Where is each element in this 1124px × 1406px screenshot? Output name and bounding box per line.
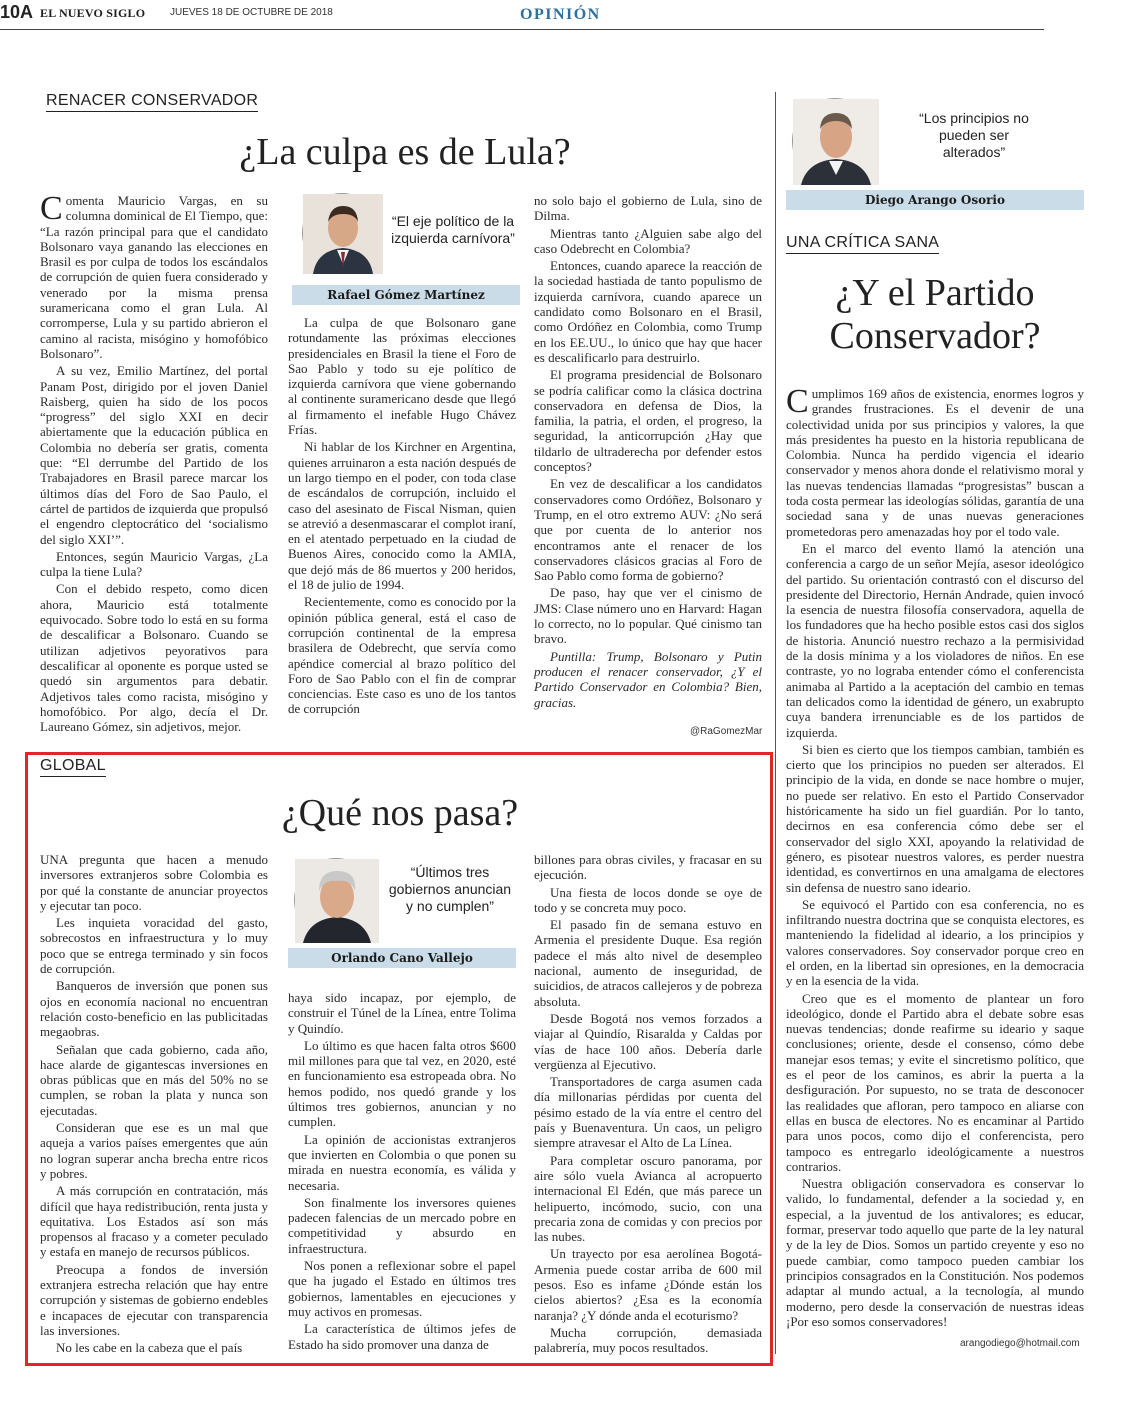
global-paragraph: Nos ponen a reflexionar sobre el papel que ha jugado el Estado en últimos tres gobiernos, lamentables en ejecuciones y muy activos en promesas. bbox=[288, 1258, 516, 1319]
global-paragraph: Transportadores de carga asumen cada día millonarias pérdidas por cuenta del pésimo estado de la vía entre el centro del país y Buenaventura. Un caos, un peligro siempre atravesar el Alto de La Línea. bbox=[534, 1074, 762, 1151]
pull-quote-orlando: “Últimos tres gobiernos anuncian y no cumplen” bbox=[388, 864, 512, 914]
author-box-diego bbox=[786, 94, 1084, 214]
lula-column-1 bbox=[40, 190, 268, 741]
global-paragraph: Son finalmente los inversores quienes padecen falencias de un mercado pobre en competitividad y absurdo en infraestructura. bbox=[288, 1194, 516, 1256]
partido-paragraph: Nuestra obligación conservadora es conservar lo valido, lo fundamental, defender a la sociedad y, en especial, a la juventud de los antivalores; es educar, formar, preservar todo aquello que parte de la ley natural y de la ley de Dios. Somos un partido creyente y eso no puede cambiar, como tampoco pueden cambiar los principios consagrados en la Constitución. Nos podemos adaptar al mundo actual, a la tecnología, al mundo moderno, pero desde la conservación de nuestras ideas ¡Por eso somos conservadores! bbox=[786, 1176, 1084, 1329]
lula-paragraph: De paso, hay que ver el cinismo de JMS: Clase número uno en Harvard: Hagan lo correcto, no lo popular. Qué cinismo tan bravo. bbox=[534, 585, 762, 647]
lula-paragraph: Puntilla: Trump, Bolsonaro y Putin producen el renacer conservador, ¿Y el Partido Conservador en Colombia? Bien, gracias. bbox=[534, 648, 762, 710]
global-paragraph: Consideran que ese es un mal que aqueja a varios países emergentes que aún no logran superar ancha brecha entre ricos y pobres. bbox=[40, 1120, 268, 1181]
partido-paragraph: En el marco del evento llamó la atención una conferencia a cargo de un señor Mejía, asesor ideológico del partido. Su orientación contrastó con el discurso del presidente del Directorio, Hernán Andrade, quien invocó la esencia de nuestra filosofía conservadora, aquella de los fundadores que ha hecho posible estos casi dos siglos de historia. Anunció nuestro rechazo a la permisividad de la dosis mínima y a los violadores de niños. En ese contraste, yo no lograba entender cómo el conferencista animaba al Partido a la aceptación del cambio en temas tan delicados como la identidad de género, un exabrupto cuya bandera irrenunciable es de los partidos de izquierda. bbox=[786, 540, 1084, 740]
global-paragraph: Señalan que cada gobierno, cada año, hace alarde de gigantescas inversiones en obras públicas que en más del 50% no se cumplen, se roban la plata y nunca son ejecutadas. bbox=[40, 1041, 268, 1118]
pull-quote-diego: “Los principios no pueden ser alterados” bbox=[919, 110, 1029, 160]
lula-paragraph: Recientemente, como es conocido por la opinión pública general, está el caso de corrupción continental de la empresa brasilera de Odebrecht, que servía como apéndice comercial al brazo político del Foro de Sao Pablo con el fin de comprar conciencias. Este caso es uno de los tantos de corrupción bbox=[288, 594, 516, 717]
global-paragraph: Una fiesta de locos donde se oye de todo y se concreta muy poco. bbox=[534, 884, 762, 915]
global-paragraph: Banqueros de inversión que ponen sus ojos en economía nacional no encuentran relación costo-beneficio en las publicitadas megaobras. bbox=[40, 978, 268, 1040]
global-paragraph: Desde Bogotá nos vemos forzados a viajar al Quindío, Risaralda y Caldas por vías de hace 100 años. Debería darle vergüenza al Ejecutivo. bbox=[534, 1010, 762, 1072]
lula-paragraph: Ni hablar de los Kirchner en Argentina, quienes arruinaron a esta nación después de un largo tiempo en el poder, con toda clase de escándalos de corrupción, incluido el caso del asesinato de Fiscal Nisman, quien se atrevió a desenmascarar el complot iraní, en el atentado perpetuado en la ciudad de Buenos Aires, conocido como la AMIA, que dejó más de 86 muertos y 200 heridos, el 18 de julio de 1994. bbox=[288, 439, 516, 593]
global-paragraph: Les inquieta voracidad del gasto, sobrecostos en infraestructura y lo muy poco que se entrega terminado y sin focos de corrupción. bbox=[40, 915, 268, 977]
lula-paragraph: omenta Mauricio Vargas, en su columna dominical de El Tiempo, que: “La razón principal para que el candidato Bolsonaro vaya ganando las elecciones en Brasil es por culpa de todos los escándalos de corrupción de quien fuera considerado y venerado por la misma prensa suramericana como el gran Lula. Al corromperse, Lula y su partido abrieron el camino al racista, misógino y homofóbico Bolsonaro”. bbox=[40, 193, 268, 361]
lula-paragraph: A su vez, Emilio Martínez, del portal Panam Post, dirigido por el joven Daniel Raisberg, quien ha sido de los pocos “progress” del siglo XXI en decir abiertamente que la educación pública en Colombia no debería ser gratis, comenta que: “El derrumbe del Partido de los Trabajadores en Brasil parece marcar los últimos días del Foro de Sao Paulo, el cártel de partidos de izquierda que propulsó el engendro cleptocrático del ‘socialismo del siglo XXI’”. bbox=[40, 363, 268, 547]
global-paragraph: Lo último es que hacen falta otros $600 mil millones para que tal vez, en 2020, esté en funcionamiento esa estropeada obra. No hemos podido, nos quedó grande y los últimos tres gobiernos, anuncian y no cumplen. bbox=[288, 1037, 516, 1130]
drop-cap: C bbox=[40, 190, 63, 227]
headline-global: ¿Qué nos pasa? bbox=[281, 792, 519, 834]
global-column-1 bbox=[40, 852, 268, 1360]
lula-column-2 bbox=[288, 315, 516, 741]
page-number: 10A bbox=[0, 2, 34, 22]
global-paragraph: Preocupa a fondos de inversión extranjera estrecha relación que hay entre corrupción y sistemas de gobierno endebles e incapaces de ejecutar con transparencia las inversiones. bbox=[40, 1261, 268, 1338]
pull-quote-rafael: “El eje político de la izquierda carnívora” bbox=[391, 213, 515, 246]
kicker-una-critica-sana: UNA CRÍTICA SANA bbox=[786, 234, 939, 254]
headline-partido: ¿Y el Partido Conservador? bbox=[829, 272, 1041, 357]
kicker-renacer-conservador: RENACER CONSERVADOR bbox=[46, 92, 258, 112]
global-paragraph: A más corrupción en contratación, más difícil que haya redistribución, renta justa y equitativa. Los Estados así son más propensos al fracaso y a cometer peculado y estafa en manejo de recursos públicos. bbox=[40, 1183, 268, 1260]
author-photo-orlando bbox=[294, 858, 378, 942]
partido-paragraph: Creo que es el momento de plantear un foro ideológico, donde el Partido abra el debate sobre esas nuevas tendencias; donde reafirme su ideario y saque conclusiones; oriente, desde el consenso, cómo debe manejar esos temas; y evite el sincretismo político, que es el peor de los caminos, es abrir la puerta a la desfiguración. Por supuesto, no se trata de desconocer las realidades que afloran, pero tampoco en aliarse con ellas en busca de electores. No es encaminar al Partido para unos pocos, como dijo el conferencista, pero tampoco es entregarlo ideológicamente a nuestros contrarios. bbox=[786, 990, 1084, 1174]
lula-column-3 bbox=[534, 193, 762, 723]
author-name-diego: Diego Arango Osorio bbox=[786, 190, 1084, 210]
partido-paragraph: Si bien es cierto que los tiempos cambian, también es cierto que los principios no pueden ser alterados. El principio de la vida, en donde se nace hombre o mujer, no puede ser relativo. En esto el Partido Conservador históricamente ha sido un fiel guardián. Por lo tanto, decirnos en esa conferencia cómo debe ser el conservador del siglo XXI, apoyando la relatividad de género, es pisotear nuestros valores, es perder nuestra identidad, es convertirnos en una amalgama de electores sin defensa de nuestro sano ideario. bbox=[786, 741, 1084, 895]
global-paragraph: UNA pregunta que hacen a menudo inversores extranjeros sobre Colombia es por qué la constante de anunciar proyectos y ejecutar tan poco. bbox=[40, 852, 268, 913]
drop-cap: C bbox=[786, 383, 809, 420]
global-paragraph: El pasado fin de semana estuvo en Armenia el presidente Duque. Esa región padece el más alto nivel de desempleo nacional, aumento de inseguridad, de suicidios, de atracos callejeros y de pobreza absoluta. bbox=[534, 917, 762, 1009]
issue-date: JUEVES 18 DE OCTUBRE DE 2018 bbox=[170, 7, 333, 18]
newspaper-name: EL NUEVO SIGLO bbox=[40, 6, 146, 20]
author-name-orlando: Orlando Cano Vallejo bbox=[288, 948, 516, 968]
lula-paragraph: Entonces, cuando aparece la reacción de la sociedad hastiada de tanto populismo de izquierda carnívora, cuando aparece un candidato como Bolsonaro en el Brasil, como Ordóñez en Colombia, como Trump en los EE.UU., lo único que hay que hacer es descalificarlo para destruirlo. bbox=[534, 258, 762, 365]
partido-paragraph: Se equivocó el Partido con esa conferencia, no es infiltrando nuestra doctrina que se conquista electores, es manteniendo la fidelidad al ideario, a los principios y valores conservadores. Soy conservador porque creo en el orden, en la libertad sin opresiones, en la democracia y en la esencia de la vida. bbox=[786, 896, 1084, 989]
signature-rafael: @RaGomezMar bbox=[690, 726, 763, 737]
global-column-3 bbox=[534, 852, 762, 1360]
lula-paragraph: no solo bajo el gobierno de Lula, sino de Dilma. bbox=[534, 193, 762, 224]
lula-paragraph: Con el debido respeto, como dicen ahora, Mauricio está totalmente equivocado. Sobre todo lo está en su forma de descalificar a Bolsonaro. Cuando se utilizan adjetivos peyorativos para descalificar al oponente es porque usted se quedó sin argumentos para debatir. Adjetivos tales como racista, misógino y homofóbico. Por algo, decía el Dr. Laureano Gómez, sin adjetivos, mejor. bbox=[40, 581, 268, 735]
section-title: OPINIÓN bbox=[520, 6, 601, 23]
author-box-orlando bbox=[288, 858, 516, 970]
masthead bbox=[0, 0, 1044, 30]
global-paragraph: Un trayecto por esa aerolínea Bogotá-Armenia puede costar arriba de 600 mil pesos. Eso es infame ¿Dónde están los cielos abiertos? ¿Esa es la economía naranja? ¿Y dónde anda el ecoturismo? bbox=[534, 1246, 762, 1323]
global-paragraph: Para completar oscuro panorama, por aire sólo vuela Avianca al acropuerto internacional El Edén, que más parece un helipuerto, incómodo, sucio, con una precaria zona de comidas y con precios por las nubes. bbox=[534, 1152, 762, 1245]
global-paragraph: La característica de últimos jefes de Estado ha sido promover una danza de bbox=[288, 1321, 516, 1352]
global-paragraph: No les cabe en la cabeza que el país bbox=[56, 1340, 243, 1356]
global-paragraph: haya sido incapaz, por ejemplo, de construir el Túnel de la Línea, entre Tolima y Quindío. bbox=[288, 990, 516, 1036]
global-paragraph: La opinión de accionistas extranjeros que invierten en Colombia o que ponen su mirada en nuestra economía, es válida y necesaria. bbox=[288, 1131, 516, 1193]
column-divider bbox=[775, 92, 776, 1354]
lula-paragraph: La culpa de que Bolsonaro gane rotundamente las próximas elecciones presidenciales en Brasil la tiene el Foro de Sao Pablo y todo su eje político de izquierda carnívora que viene gobernando al continente suramericano desde que llegó al firmamento el inefable Hugo Chávez Frías. bbox=[288, 315, 516, 438]
portrait-icon bbox=[793, 99, 879, 185]
global-paragraph: billones para obras civiles, y fracasar en su ejecución. bbox=[534, 852, 762, 883]
author-box-rafael bbox=[292, 193, 520, 305]
author-photo-rafael bbox=[302, 193, 382, 273]
author-name-rafael: Rafael Gómez Martínez bbox=[292, 285, 520, 305]
headline-lula: ¿La culpa es de Lula? bbox=[239, 131, 571, 173]
global-column-2 bbox=[288, 990, 516, 1362]
lula-paragraph: En vez de descalificar a los candidatos conservadores como Ordóñez, Bolsonaro y Trump, en el otro extremo AUV: ¿No será que por cuenta de lo anterior nos encontramos ante el renacer de los conservadores clásicos gracias al Foro de Sao Pablo como forma de gobierno? bbox=[534, 476, 762, 584]
author-photo-diego bbox=[792, 98, 878, 184]
portrait-icon bbox=[303, 194, 383, 274]
portrait-icon bbox=[295, 859, 379, 943]
partido-column bbox=[786, 383, 1084, 1329]
lula-paragraph: Mientras tanto ¿Alguien sabe algo del caso Odebrecht en Colombia? bbox=[534, 225, 762, 256]
partido-paragraph: umplimos 169 años de existencia, enormes logros y grandes frustraciones. Es el devenir de una colectividad unida por sus principios y valores, la que más presidentes ha puesto en la historia republicana de Colombia. Nunca ha perdido vigencia el ideario conservador y menos ahora donde el relativismo moral y las nuevas tendencias llamadas “progresistas” buscan a toda costa permear las ideologías sólidas, garantía de una sociedad sana y de unas nuevas generaciones prometedoras pero amenazadas hoy por el todo vale. bbox=[786, 386, 1084, 539]
lula-paragraph: El programa presidencial de Bolsonaro se podría calificar como la clásica doctrina conservadora en defensa de Dios, la familia, la patria, el orden, el progreso, la seguridad, la anticorrupción ¿Hay que tildarlo de ultraderecha por defender estos conceptos? bbox=[534, 367, 762, 475]
kicker-global: GLOBAL bbox=[40, 757, 106, 777]
global-paragraph: Mucha corrupción, demasiada palabrería, muy pocos resultados. bbox=[534, 1324, 762, 1356]
signature-diego: arangodiego@hotmail.com bbox=[960, 1338, 1080, 1349]
lula-paragraph: Entonces, según Mauricio Vargas, ¿La culpa la tiene Lula? bbox=[40, 548, 268, 580]
